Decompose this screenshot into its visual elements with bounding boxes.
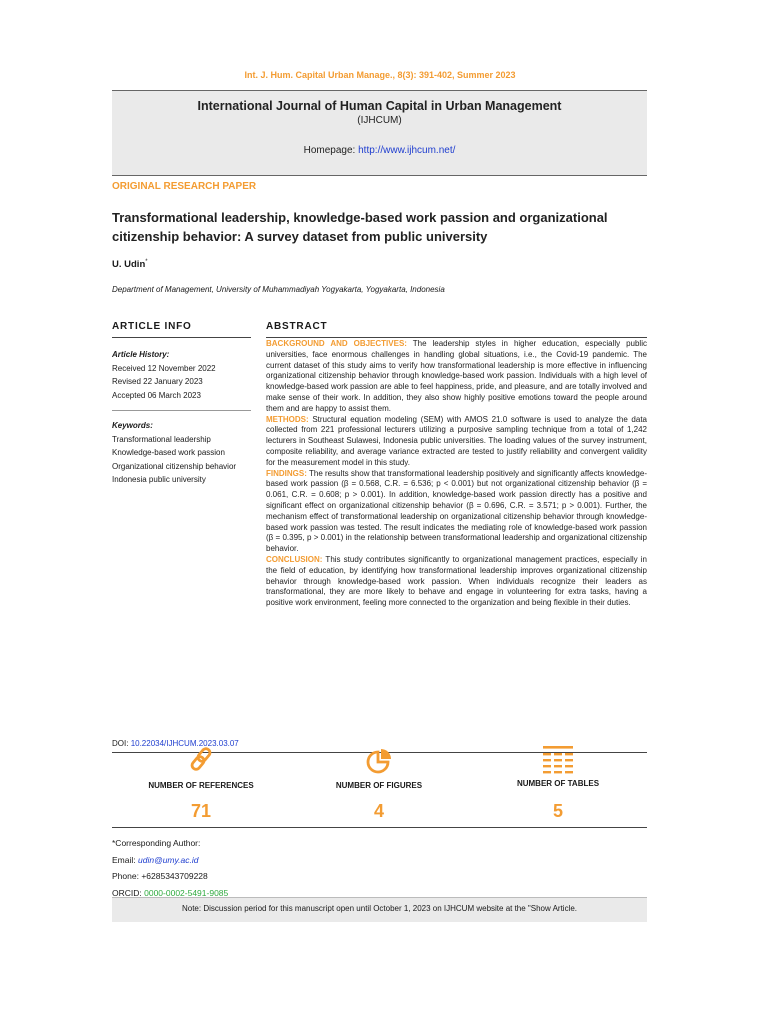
journal-title: International Journal of Human Capital in Urban Management [197,99,562,113]
author [112,259,148,270]
references-label: NUMBER OF REFERENCES [148,781,254,790]
keyword-item: Transformational leadership [112,434,211,444]
history-divider [112,410,251,411]
figures-count: 4 [373,801,384,821]
orcid-label: ORCID: [112,887,142,898]
homepage-label: Homepage: [303,145,356,156]
link-icon [186,744,220,774]
abstract-rule [266,337,647,338]
methods-label: METHODS: [266,414,309,424]
history-accepted: Accepted 06 March 2023 [112,390,201,400]
phone-line [112,868,412,885]
findings-label: FINDINGS: [266,468,307,478]
stats-bottom-rule [112,827,647,828]
paper-title: Transformational leadership, knowledge-based work passion and organizational citizenship behavior: A survey dataset from public university [112,210,608,244]
doi-label: DOI: [112,739,129,748]
author-name: U. Udin [112,259,146,271]
keyword-item: Knowledge-based work passion [112,448,225,457]
email-label: Email: [112,854,136,865]
article-info-rule [112,337,251,338]
history-revised: Revised 22 January 2023 [112,377,203,386]
pie-chart-icon [362,746,396,776]
paper-type: ORIGINAL RESEARCH PAPER [112,181,257,192]
findings-text: The results show that transformational leadership positively and significantly affects knowledge-based work passion (β = 0.568, C.R. = 6.536; p < 0.001) but not organizational citizenship behavior (β = 0.061, C.R. = 0.608; p > 0.001). In addition, knowledge-based work passion directly has a positive and significant effect on organizational citizenship behavior (β = 0.696, C.R. = 3.571; p > 0.001). Further, the mechanism effect of transformational leadership on organizational citizenship behavior through knowledge-based work passion was tested. The result indicates the mediating role of knowledge-based work passion (β = 0.395, p > 0.001) in the relationship between transformational leadership and organizational citizenship behavior. [266,468,647,554]
phone-label: Phone: [112,871,139,881]
affiliation: Department of Management, University of Muhammadiyah Yogyakarta, Yogyakarta, Indonesia [112,285,445,294]
background-text: The leadership styles in higher education, especially public universities, face enormous challenges in handling global situations, i.e., the Covid-19 pandemic. The current dataset of this study aims to verify how transformational leadership is more effective in influencing organizational citizenship behavior through knowledge-based work passion. Individuals with a high level of knowledge-based work passion are able to feel happiness, pride, and pleasure, and are totally involved and make sense of their work. In addition, they also show highly positive emotions toward the people around them and are happy to assist them. [266,339,647,413]
keyword-item: Organizational citizenship behavior [112,461,237,471]
email-link[interactable]: udin@umy.ac.id [138,854,199,865]
journal-abbreviation: (IJHCUM) [357,115,402,126]
article-history [112,348,262,402]
history-label: Article History: [112,350,170,359]
conclusion-text: This study contributes significantly to organizational management practices, especially in the field of education, by identifying how transformational leadership improves organizational citizenship behavior through knowledge-based work passion. When individuals recognize their leaders as transformational, they are more likely to behave and engage in volunteering for extra tasks, having a positive work environment, feeling more connected to the organization and being flexible in their duties. [266,554,647,608]
orcid-link[interactable]: 0000-0002-5491-9085 [144,887,229,898]
tables-label: NUMBER OF TABLES [516,779,600,788]
author-mark: * [145,259,148,265]
background-label: BACKGROUND AND OBJECTIVES: [266,339,407,348]
keywords-label: Keywords: [112,421,153,430]
corresponding-title: *Corresponding Author: [112,838,201,848]
homepage-line [112,145,647,156]
table-icon [541,744,575,774]
tables-count: 5 [552,801,563,821]
methods-text: Structural equation modeling (SEM) with AMOS 21.0 software is used to analyze the data collected from 221 professional lecturers utilizing a purposive sampling technique from a total of 1,242 lecturers in Southeast Sulawesi, Indonesia public universities. The loading values of the survey instrument, composite reliability, and average variance extracted are tested to justify reliability and convergent validity for the measurement model in this study. [266,414,647,467]
abstract-body [266,339,647,609]
keywords-block [112,419,262,487]
email-line [112,852,412,869]
homepage-link[interactable]: http://www.ijhcum.net/ [358,145,456,156]
keyword-item: Indonesia public university [112,475,206,484]
figures-label: NUMBER OF FIGURES [335,781,423,790]
references-count: 71 [190,801,212,821]
doi-link[interactable]: 10.22034/IJHCUM.2023.03.07 [130,739,239,748]
abstract-heading: ABSTRACT [266,321,328,332]
discussion-note: Note: Discussion period for this manuscript open until October 1, 2023 on IJHCUM website at the "Show Article. [112,897,647,922]
article-info-heading: ARTICLE INFO [112,321,192,332]
conclusion-label: CONCLUSION: [266,554,323,564]
history-received: Received 12 November 2022 [112,363,216,373]
phone-value: +6285343709228 [141,871,208,881]
journal-reference: Int. J. Hum. Capital Urban Manage., 8(3): 391-402, Summer 2023 [244,70,516,80]
corresponding-author [112,835,412,901]
